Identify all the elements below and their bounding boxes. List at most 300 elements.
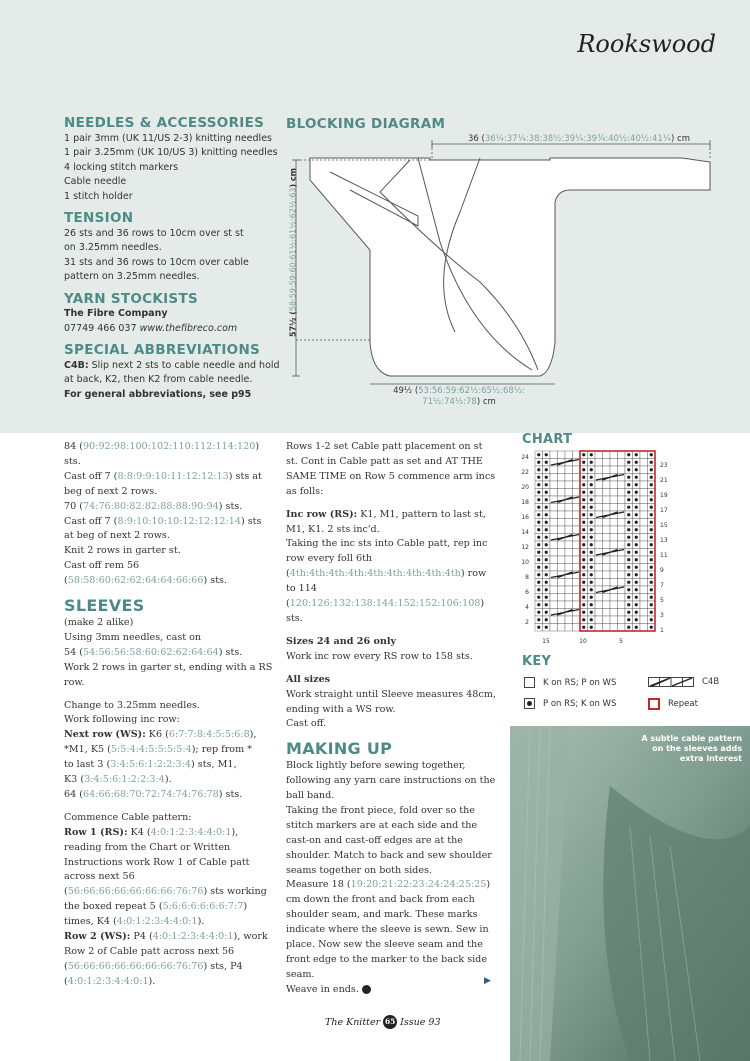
page-footer <box>325 1015 441 1029</box>
chart-cell <box>573 564 581 572</box>
chart-cell <box>565 556 573 564</box>
chart-cell <box>565 586 573 594</box>
row-label: 22 <box>521 469 529 476</box>
chart-cell <box>550 511 558 519</box>
bottom-dimension-label: 49½ (53:56:59:62½:65½:68½: 71½:74½:78) cm <box>393 386 525 407</box>
purl-dot <box>635 611 638 614</box>
col-label: 10 <box>579 638 587 645</box>
chart-cell <box>573 489 581 497</box>
purl-dot <box>590 581 593 584</box>
chart-cell <box>550 579 558 587</box>
chart-cell <box>603 489 611 497</box>
purl-dot <box>590 506 593 509</box>
chart-cell <box>640 526 648 534</box>
para: Knit 2 rows in garter st. <box>64 545 181 557</box>
key-c4b: C4B <box>648 677 719 687</box>
purl-dot <box>635 506 638 509</box>
chart-cell <box>640 571 648 579</box>
purl-dot <box>627 528 630 531</box>
tension-line: 31 sts and 36 rows to 10cm over cable <box>64 256 249 268</box>
purl-dot <box>650 611 653 614</box>
needles-line: 1 stitch holder <box>64 190 133 202</box>
chart-cell <box>550 549 558 557</box>
chart-cell <box>640 556 648 564</box>
row-label: 21 <box>660 477 668 484</box>
chart-cell <box>573 579 581 587</box>
chart-cell <box>573 519 581 527</box>
purl-dot <box>582 453 585 456</box>
chart-cell <box>565 579 573 587</box>
chart-cell <box>558 579 566 587</box>
purl-dot <box>650 558 653 561</box>
chart-cell <box>565 549 573 557</box>
repeat-box-icon <box>648 698 660 710</box>
purl-dot <box>545 483 548 486</box>
purl-dot <box>545 543 548 546</box>
chart-cell <box>565 616 573 624</box>
chart-cell <box>595 571 603 579</box>
chart-cell <box>640 496 648 504</box>
cable-chart <box>515 447 675 649</box>
chart-cell <box>565 481 573 489</box>
purl-dot <box>650 566 653 569</box>
chart-cell <box>550 601 558 609</box>
purl-dot <box>545 521 548 524</box>
row-label: 15 <box>660 522 668 529</box>
chart-cell <box>618 571 626 579</box>
chart-cell <box>558 519 566 527</box>
chart-cell <box>618 579 626 587</box>
chart-cell <box>595 504 603 512</box>
chart-cell <box>573 624 581 632</box>
purl-dot <box>590 618 593 621</box>
chart-cell <box>603 481 611 489</box>
chart-cell <box>618 526 626 534</box>
chart-cell <box>573 594 581 602</box>
row-label: 11 <box>660 552 668 559</box>
chart-cell <box>550 451 558 459</box>
general-abbrev-note: For general abbreviations, see p95 <box>64 388 252 400</box>
chart-cell <box>618 564 626 572</box>
chart-cell <box>550 474 558 482</box>
purl-dot <box>590 543 593 546</box>
chart-cell <box>573 616 581 624</box>
sizes-subheading: Sizes 24 and 26 only <box>286 635 397 647</box>
chart-cell <box>550 489 558 497</box>
purl-dot <box>635 603 638 606</box>
purl-dot <box>582 626 585 629</box>
para: Using 3mm needles, cast on <box>64 631 202 643</box>
chart-cell <box>610 541 618 549</box>
chart-cell <box>573 549 581 557</box>
purl-dot <box>537 596 540 599</box>
chart-cell <box>603 459 611 467</box>
chart-cell <box>610 624 618 632</box>
purl-dot <box>545 453 548 456</box>
purl-dot <box>537 558 540 561</box>
purl-dot <box>627 536 630 539</box>
row-label: 12 <box>521 544 529 551</box>
stockist-phone: 07749 466 037 <box>64 322 137 334</box>
height-dimension-label: 57½ (58:59:59:60:61½:61½:62½:63) cm <box>288 168 298 337</box>
purl-dot <box>537 453 540 456</box>
purl-dot <box>650 453 653 456</box>
chart-cell <box>610 451 618 459</box>
purl-dot <box>537 483 540 486</box>
purl-dot <box>650 483 653 486</box>
chart-cell <box>618 504 626 512</box>
purl-dot <box>545 551 548 554</box>
purl-dot <box>590 461 593 464</box>
chart-cell <box>640 474 648 482</box>
chart-cell <box>640 549 648 557</box>
purl-dot <box>627 551 630 554</box>
chart-cell <box>610 601 618 609</box>
needles-heading: NEEDLES & ACCESSORIES <box>64 115 265 131</box>
purl-dot <box>627 543 630 546</box>
chart-cell <box>550 624 558 632</box>
chart-heading: CHART <box>522 432 573 447</box>
key-heading: KEY <box>522 654 552 669</box>
chart-cell <box>603 466 611 474</box>
chart-cell <box>640 579 648 587</box>
chart-cell <box>558 556 566 564</box>
issue-number: Issue 93 <box>400 1016 441 1028</box>
purl-dot <box>627 596 630 599</box>
chart-cell <box>550 504 558 512</box>
purl-dot <box>635 581 638 584</box>
para: Work inc row every RS row to 158 sts. <box>286 650 473 662</box>
row-label: 6 <box>525 589 529 596</box>
purl-dot <box>545 581 548 584</box>
chart-cell <box>565 601 573 609</box>
chart-cell <box>550 564 558 572</box>
chart-cell <box>565 489 573 497</box>
chart-cell <box>618 601 626 609</box>
purl-dot <box>537 468 540 471</box>
purl-dot <box>582 603 585 606</box>
chart-cell <box>603 616 611 624</box>
chart-cell <box>550 541 558 549</box>
page-title: Rookswood <box>577 30 716 58</box>
para: 70 (74:76:80:82:82:88:88:90:94) sts. <box>64 500 243 512</box>
c4b-label: C4B: <box>64 359 89 371</box>
purl-dot <box>582 476 585 479</box>
purl-dot <box>545 536 548 539</box>
purl-dot <box>545 513 548 516</box>
purl-dot <box>590 476 593 479</box>
chart-cell <box>565 594 573 602</box>
chart-cell <box>550 526 558 534</box>
row-label: 10 <box>521 559 529 566</box>
chart-cell <box>565 451 573 459</box>
chart-cell <box>610 616 618 624</box>
purl-dot <box>635 558 638 561</box>
purl-dot <box>582 491 585 494</box>
purl-dot <box>545 618 548 621</box>
chart-cell <box>558 541 566 549</box>
chart-cell <box>558 511 566 519</box>
chart-cell <box>618 556 626 564</box>
chart-cell <box>618 594 626 602</box>
para: 84 (90:92:98:100:102:110:112:114:120) sts. <box>64 441 260 467</box>
row-label: 23 <box>660 462 668 469</box>
end-mark-icon <box>362 985 371 994</box>
width-dimension-label: 36 (36¼:37¼:38:38½:39¼:39¾:40½:40½:41¼) cm <box>468 134 690 144</box>
tension-line: pattern on 3.25mm needles. <box>64 271 200 282</box>
chart-cell <box>603 451 611 459</box>
chart-cell <box>550 594 558 602</box>
chart-cell <box>565 474 573 482</box>
purl-dot <box>537 566 540 569</box>
chart-cell <box>618 489 626 497</box>
chart-cell <box>610 504 618 512</box>
abbreviations-section <box>64 343 284 402</box>
para: Change to 3.25mm needles. <box>64 699 200 711</box>
tension-line: 26 sts and 36 rows to 10cm over st st <box>64 227 244 239</box>
chart-cell <box>565 504 573 512</box>
purl-dot <box>582 588 585 591</box>
purl-dot <box>635 498 638 501</box>
purl-dot <box>537 618 540 621</box>
chart-cell <box>595 459 603 467</box>
purl-dot <box>627 521 630 524</box>
making-up-heading: MAKING UP <box>286 739 393 759</box>
purl-dot <box>627 513 630 516</box>
needles-section <box>64 116 284 204</box>
row-label: 1 <box>660 627 664 634</box>
chart-cell <box>640 504 648 512</box>
purl-dot <box>545 491 548 494</box>
purl-dot <box>650 618 653 621</box>
chart-cell <box>573 451 581 459</box>
purl-dot <box>582 581 585 584</box>
info-column <box>64 116 284 409</box>
purl-dot <box>590 498 593 501</box>
chart-cell <box>603 534 611 542</box>
chart-cell <box>558 601 566 609</box>
key-repeat: Repeat <box>648 698 698 710</box>
purl-dot <box>627 603 630 606</box>
purl-dot <box>537 506 540 509</box>
purl-dot <box>635 521 638 524</box>
purl-dot <box>537 573 540 576</box>
tension-line: on 3.25mm needles. <box>64 242 162 253</box>
para: Taking the inc sts into Cable patt, rep inc row every foll 6th (4th:4th:4th:4th:4th:4th:4th:4th:4th) row to 114 (120:126:132:138:144:152:152:106:108) sts. <box>286 538 488 624</box>
stockist-contact <box>64 322 284 337</box>
purl-dot <box>582 528 585 531</box>
purl-dot <box>537 536 540 539</box>
c4b-text: Slip next 2 sts to cable needle and hold at back, K2, then K2 from cable needle. <box>64 359 280 385</box>
chart-cell <box>573 541 581 549</box>
purl-dot <box>635 513 638 516</box>
purl-dot <box>650 536 653 539</box>
purl-dot <box>627 498 630 501</box>
chart-cell <box>610 459 618 467</box>
para: Work following inc row: <box>64 714 180 726</box>
chart-cell <box>618 459 626 467</box>
height-sizes: 58:59:59:60:61½:61½:62½:63 <box>288 187 298 312</box>
purl-dot <box>635 566 638 569</box>
chart-cell <box>595 466 603 474</box>
para: Cast off 7 (8:8:9:9:10:11:12:12:13) sts at beg of next 2 rows. <box>64 470 262 497</box>
purl-dot <box>650 506 653 509</box>
purl-dot <box>582 551 585 554</box>
purl-dot <box>545 596 548 599</box>
purl-dot <box>537 521 540 524</box>
chart-cell <box>618 466 626 474</box>
pattern-column-2 <box>286 440 496 998</box>
purl-dot <box>537 491 540 494</box>
all-sizes-subheading: All sizes <box>286 673 331 685</box>
purl-dot <box>590 536 593 539</box>
purl-dot <box>650 596 653 599</box>
purl-dot <box>545 566 548 569</box>
chart-cell <box>640 594 648 602</box>
purl-dot <box>582 596 585 599</box>
para: K3 (3:4:5:6:1:2:2:3:4). <box>64 774 172 786</box>
purl-dot <box>537 611 540 614</box>
purl-dot <box>627 506 630 509</box>
row-label: 14 <box>521 529 529 536</box>
purl-dot <box>627 626 630 629</box>
chart-cell <box>640 616 648 624</box>
purl-dot <box>582 566 585 569</box>
chart-cell <box>595 594 603 602</box>
row-label: 13 <box>660 537 668 544</box>
chart-cell <box>595 579 603 587</box>
chart-cell <box>640 451 648 459</box>
purl-dot <box>590 596 593 599</box>
chart-cell <box>603 579 611 587</box>
chart-cell <box>558 526 566 534</box>
purl-dot <box>537 498 540 501</box>
purl-dot <box>582 513 585 516</box>
chart-cell <box>610 556 618 564</box>
chart-cell <box>550 616 558 624</box>
purl-dot <box>582 543 585 546</box>
purl-dot <box>650 528 653 531</box>
stockist-company: The Fibre Company <box>64 308 168 319</box>
magazine-name: The Knitter <box>325 1016 381 1028</box>
chart-cell <box>565 541 573 549</box>
purl-dot <box>537 588 540 591</box>
chart-cell <box>610 534 618 542</box>
stockist-web-link[interactable]: www.thefibreco.com <box>139 322 238 334</box>
chart-cell <box>640 459 648 467</box>
purl-dot <box>627 453 630 456</box>
purl-dot <box>627 611 630 614</box>
purl-dot <box>537 551 540 554</box>
chart-cell <box>558 474 566 482</box>
chart-cell <box>550 586 558 594</box>
chart-cell <box>603 601 611 609</box>
stockists-heading: YARN STOCKISTS <box>64 290 198 307</box>
purl-dot <box>582 618 585 621</box>
chart-cell <box>595 451 603 459</box>
purl-dot <box>590 521 593 524</box>
purl-dot <box>537 528 540 531</box>
chart-cell <box>573 511 581 519</box>
purl-dot <box>590 626 593 629</box>
chart-cell <box>595 534 603 542</box>
knit-texture-image <box>510 726 750 1061</box>
purl-dot <box>582 483 585 486</box>
purl-dot <box>590 528 593 531</box>
purl-dot <box>545 626 548 629</box>
purl-dot <box>650 603 653 606</box>
chart-cell <box>595 564 603 572</box>
chart-cell <box>610 496 618 504</box>
purl-dot <box>635 536 638 539</box>
purl-dot <box>582 521 585 524</box>
purl-dot <box>635 461 638 464</box>
chart-cell <box>558 586 566 594</box>
needles-line: 1 pair 3.25mm (UK 10/US 3) knitting needles <box>64 147 278 158</box>
row-label: 24 <box>521 454 529 461</box>
chart-cell <box>618 541 626 549</box>
chart-cell <box>565 564 573 572</box>
chart-cell <box>618 616 626 624</box>
chart-cell <box>573 586 581 594</box>
purl-dot <box>627 588 630 591</box>
purl-dot <box>537 603 540 606</box>
col-label: 5 <box>619 638 623 645</box>
chart-cell <box>558 504 566 512</box>
chart-cell <box>573 481 581 489</box>
chart-cell <box>603 519 611 527</box>
chart-cell <box>603 609 611 617</box>
para: Row 2 (WS): P4 (4:0:1:2:3:4:4:0:1), work Row 2 of Cable patt across next 56 (56:66:66:66:66:66:66:76:76) sts, P4 (4:0:1:2:3:4:4:0:1). <box>64 931 268 987</box>
purl-dot <box>545 468 548 471</box>
purl-dot <box>545 603 548 606</box>
purl-dot <box>650 588 653 591</box>
purl-dot <box>537 543 540 546</box>
purl-dot <box>635 573 638 576</box>
purl-dot <box>590 573 593 576</box>
para: Cast off 7 (8:9:10:10:10:12:12:12:14) sts at beg of next 2 rows. <box>64 515 262 542</box>
continue-arrow-icon: ▶ <box>484 976 491 986</box>
chart-cell <box>573 466 581 474</box>
purl-dot <box>635 491 638 494</box>
row-label: 19 <box>660 492 668 499</box>
purl-dot <box>582 573 585 576</box>
chart-cell <box>640 511 648 519</box>
chart-cell <box>595 519 603 527</box>
para: (make 2 alike) <box>64 616 134 628</box>
chart-cell <box>610 609 618 617</box>
purl-dot <box>537 513 540 516</box>
chart-cell <box>618 534 626 542</box>
para: to last 3 (3:4:5:6:1:2:2:3:4) sts, M1, <box>64 759 237 771</box>
para: Work straight until Sleeve measures 48cm, ending with a WS row. <box>286 688 496 715</box>
para: 54 (54:56:56:58:60:62:62:64:64) sts. <box>64 646 243 658</box>
purl-dot <box>650 581 653 584</box>
chart-cell <box>610 481 618 489</box>
purl-dot <box>545 498 548 501</box>
purl-dot <box>635 596 638 599</box>
purl-dot <box>537 626 540 629</box>
row-label: 7 <box>660 582 664 589</box>
purl-dot <box>545 588 548 591</box>
row-label: 16 <box>521 514 529 521</box>
chart-cell <box>558 616 566 624</box>
purl-dot <box>635 476 638 479</box>
para: Taking the front piece, fold over so the stitch markers are at each side and the cast-on and cast-off edges are at the shoulder. Match to back and sew shoulder seams together on both sides. <box>286 804 492 876</box>
purl-dot <box>627 581 630 584</box>
chart-cell <box>558 481 566 489</box>
chart-cell <box>618 519 626 527</box>
